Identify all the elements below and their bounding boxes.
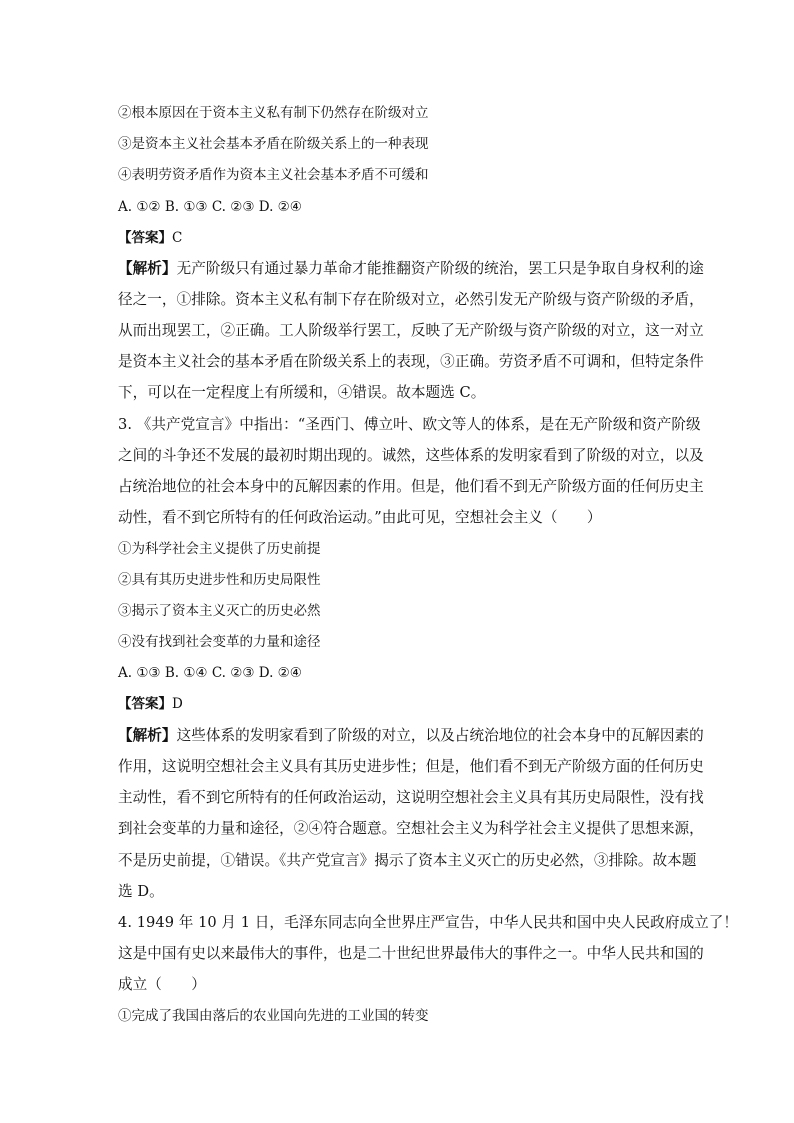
q3-analysis-line-1 bbox=[118, 727, 704, 745]
q3-analysis-label: 【解析】 bbox=[118, 727, 177, 744]
q2-answer-value: C bbox=[172, 230, 183, 246]
q2-answer-label: 【答案】 bbox=[118, 230, 172, 246]
q2-option-4: ④表明劳资矛盾作为资本主义社会基本矛盾不可缓和 bbox=[118, 167, 429, 183]
q3-analysis-line-3: 主动性，看不到它所特有的任何政治运动，这说明空想社会主义具有其历史局限性，没有找 bbox=[118, 789, 704, 806]
q4-stem-line-2: 这是中国有史以来最伟大的事件，也是二十世纪世界最伟大的事件之一。中华人民共和国的 bbox=[118, 945, 704, 962]
q4-stem-line-3: 成立（ ） bbox=[118, 976, 206, 993]
q2-analysis-label: 【解析】 bbox=[118, 260, 177, 277]
q2-analysis-line-1 bbox=[118, 260, 704, 278]
q3-analysis-line-6: 选 D。 bbox=[118, 883, 164, 900]
q2-analysis-line-4: 是资本主义社会的基本矛盾在阶级关系上的表现，③正确。劳资矛盾不可调和，但特定条件 bbox=[118, 353, 704, 370]
q3-answer-value: D bbox=[172, 696, 183, 712]
q3-answer bbox=[118, 695, 688, 713]
q3-option-1: ①为科学社会主义提供了历史前提 bbox=[118, 541, 321, 557]
q3-stem-line-1: 3. 《共产党宣言》中指出：“圣西门、傅立叶、欧文等人的体系，是在无产阶级和资产阶级 bbox=[118, 416, 701, 433]
q2-analysis-line-2: 径之一，①排除。资本主义私有制下存在阶级对立，必然引发无产阶级与资产阶级的矛盾， bbox=[118, 291, 704, 308]
q3-analysis-line-2: 作用，这说明空想社会主义具有其历史进步性；但是，他们看不到无产阶级方面的任何历史 bbox=[118, 758, 704, 775]
q3-analysis-text-1: 这些体系的发明家看到了阶级的对立，以及占统治地位的社会本身中的瓦解因素的 bbox=[176, 727, 704, 744]
q3-choices: A. ①③ B. ①④ C. ②③ D. ②④ bbox=[118, 665, 302, 681]
q3-stem-line-3: 占统治地位的社会本身中的瓦解因素的作用。但是，他们看不到无产阶级方面的任何历史主 bbox=[118, 478, 704, 495]
q3-stem-line-4: 动性，看不到它所特有的任何政治运动。”由此可见，空想社会主义（ ） bbox=[118, 509, 602, 526]
q2-analysis-text-1: 无产阶级只有通过暴力革命才能推翻资产阶级的统治，罢工只是争取自身权利的途 bbox=[176, 260, 704, 277]
q2-analysis-line-5: 下，可以在一定程度上有所缓和，④错误。故本题选 C。 bbox=[118, 384, 486, 401]
q2-option-3: ③是资本主义社会基本矛盾在阶级关系上的一种表现 bbox=[118, 136, 429, 152]
q3-analysis-line-5: 不是历史前提，①错误。《共产党宣言》揭示了资本主义灭亡的历史必然，③排除。故本题 bbox=[118, 852, 697, 869]
q2-option-2: ②根本原因在于资本主义私有制下仍然存在阶级对立 bbox=[118, 105, 429, 121]
q4-stem-line-1: 4. 1949 年 10 月 1 日，毛泽东同志向全世界庄严宣告，中华人民共和国中央人民政府成立了！ bbox=[118, 914, 739, 931]
q2-answer bbox=[118, 229, 688, 247]
q2-choices: A. ①② B. ①③ C. ②③ D. ②④ bbox=[118, 199, 302, 215]
q3-option-4: ④没有找到社会变革的力量和途径 bbox=[118, 634, 321, 650]
q3-option-3: ③揭示了资本主义灭亡的历史必然 bbox=[118, 603, 321, 619]
q3-analysis-line-4: 到社会变革的力量和途径，②④符合题意。空想社会主义为科学社会主义提供了思想来源， bbox=[118, 820, 704, 837]
q3-option-2: ②具有其历史进步性和历史局限性 bbox=[118, 572, 321, 588]
q2-analysis-line-3: 从而出现罢工，②正确。工人阶级举行罢工，反映了无产阶级与资产阶级的对立，这一对立 bbox=[118, 322, 704, 339]
q3-answer-label: 【答案】 bbox=[118, 696, 172, 712]
q3-stem-line-2: 之间的斗争还不发展的最初时期出现的。诚然，这些体系的发明家看到了阶级的对立，以及 bbox=[118, 447, 704, 464]
q4-option-1: ①完成了我国由落后的农业国向先进的工业国的转变 bbox=[118, 1008, 429, 1024]
